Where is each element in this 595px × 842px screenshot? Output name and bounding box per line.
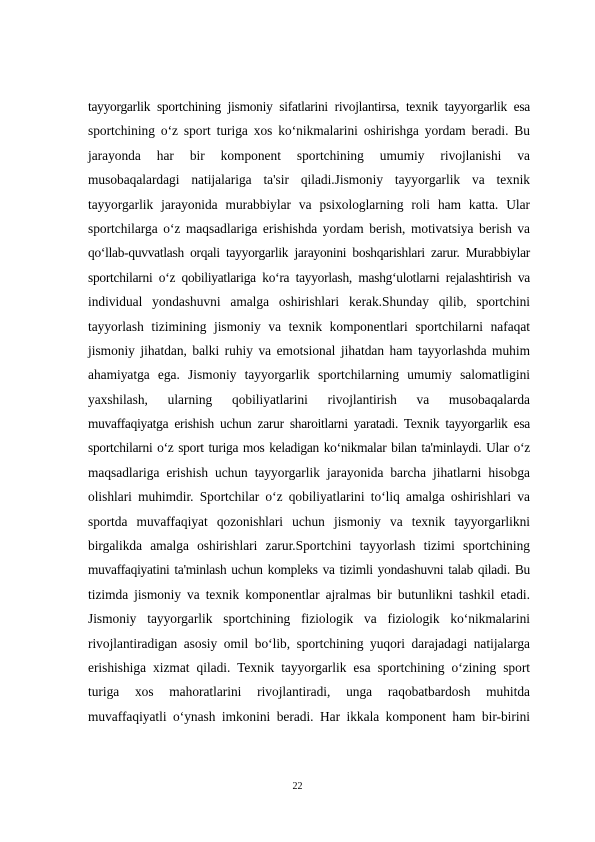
page-number: 22 — [292, 781, 303, 792]
text-line: sportda muvaffaqiyat qozonishlari uchun jismoniy va texnik tayyorgarlikni — [88, 513, 530, 529]
text-line: erishishiga xizmat qiladi. Texnik tayyorgarlik esa sportchining o‘zining sport — [88, 659, 530, 675]
text-line: musobaqalardagi natijalariga ta'sir qiladi.Jismoniy tayyorgarlik va texnik — [88, 172, 530, 188]
text-line: tizimda jismoniy va texnik komponentlar ajralmas bir butunlikni tashkil etadi. — [88, 586, 530, 602]
body-text — [88, 95, 530, 729]
text-line: muvaffaqiyatli o‘ynash imkonini beradi. Har ikkala komponent ham bir-birini — [88, 708, 530, 724]
text-line: individual yondashuvni amalga oshirishlari kerak.Shunday qilib, sportchini — [88, 294, 530, 310]
text-line: Jismoniy tayyorgarlik sportchining fiziologik va fiziologik ko‘nikmalarini — [88, 611, 530, 627]
text-line: qo‘llab-quvvatlash orqali tayyorgarlik jarayonini boshqarishlari zarur. Murabbiylar — [88, 245, 530, 261]
text-line: sportchilarga o‘z maqsadlariga erishishda yordam berish, motivatsiya berish va — [88, 220, 530, 236]
text-line: muvaffaqiyatga erishish uchun zarur sharoitlarni yaratadi. Texnik tayyorgarlik esa — [88, 416, 530, 432]
text-line: birgalikda amalga oshirishlari zarur.Sportchini tayyorlash tizimi sportchining — [88, 538, 530, 554]
text-line: olishlari muhimdir. Sportchilar o‘z qobiliyatlarini to‘liq amalga oshirishlari va — [88, 489, 530, 505]
text-line: yaxshilash, ularning qobiliyatlarini rivojlantirish va musobaqalarda — [88, 391, 530, 407]
text-line: maqsadlariga erishish uchun tayyorgarlik jarayonida barcha jihatlarni hisobga — [88, 464, 530, 480]
text-line: tayyorlash tizimining jismoniy va texnik komponentlari sportchilarni nafaqat — [88, 318, 530, 334]
text-line: jismoniy jihatdan, balki ruhiy va emotsional jihatdan ham tayyorlashda muhim — [88, 342, 530, 358]
text-line: muvaffaqiyatini ta'minlash uchun kompleks va tizimli yondashuvni talab qiladi. Bu — [88, 562, 530, 578]
text-line: tayyorgarlik jarayonida murabbiylar va psixologlarning roli ham katta. Ular — [88, 196, 530, 212]
text-line: sportchilarni o‘z qobiliyatlariga ko‘ra tayyorlash, mashg‘ulotlarni rejalashtirish va — [88, 269, 530, 285]
text-line: ahamiyatga ega. Jismoniy tayyorgarlik sportchilarning umumiy salomatligini — [88, 367, 530, 383]
text-line: tayyorgarlik sportchining jismoniy sifatlarini rivojlantirsa, texnik tayyorgarlik esa — [88, 99, 530, 114]
text-line: jarayonda har bir komponent sportchining umumiy rivojlanishi va — [88, 147, 530, 163]
text-line: rivojlantiradigan asosiy omil bo‘lib, sportchining yuqori darajadagi natijalarga — [88, 635, 530, 651]
text-line: sportchining o‘z sport turiga xos ko‘nikmalarini oshirishga yordam beradi. Bu — [88, 123, 530, 139]
text-line: turiga xos mahoratlarini rivojlantiradi, unga raqobatbardosh muhitda — [88, 684, 530, 700]
text-line: sportchilarni o‘z sport turiga mos keladigan ko‘nikmalar bilan ta'minlaydi. Ular o‘z — [88, 440, 530, 456]
